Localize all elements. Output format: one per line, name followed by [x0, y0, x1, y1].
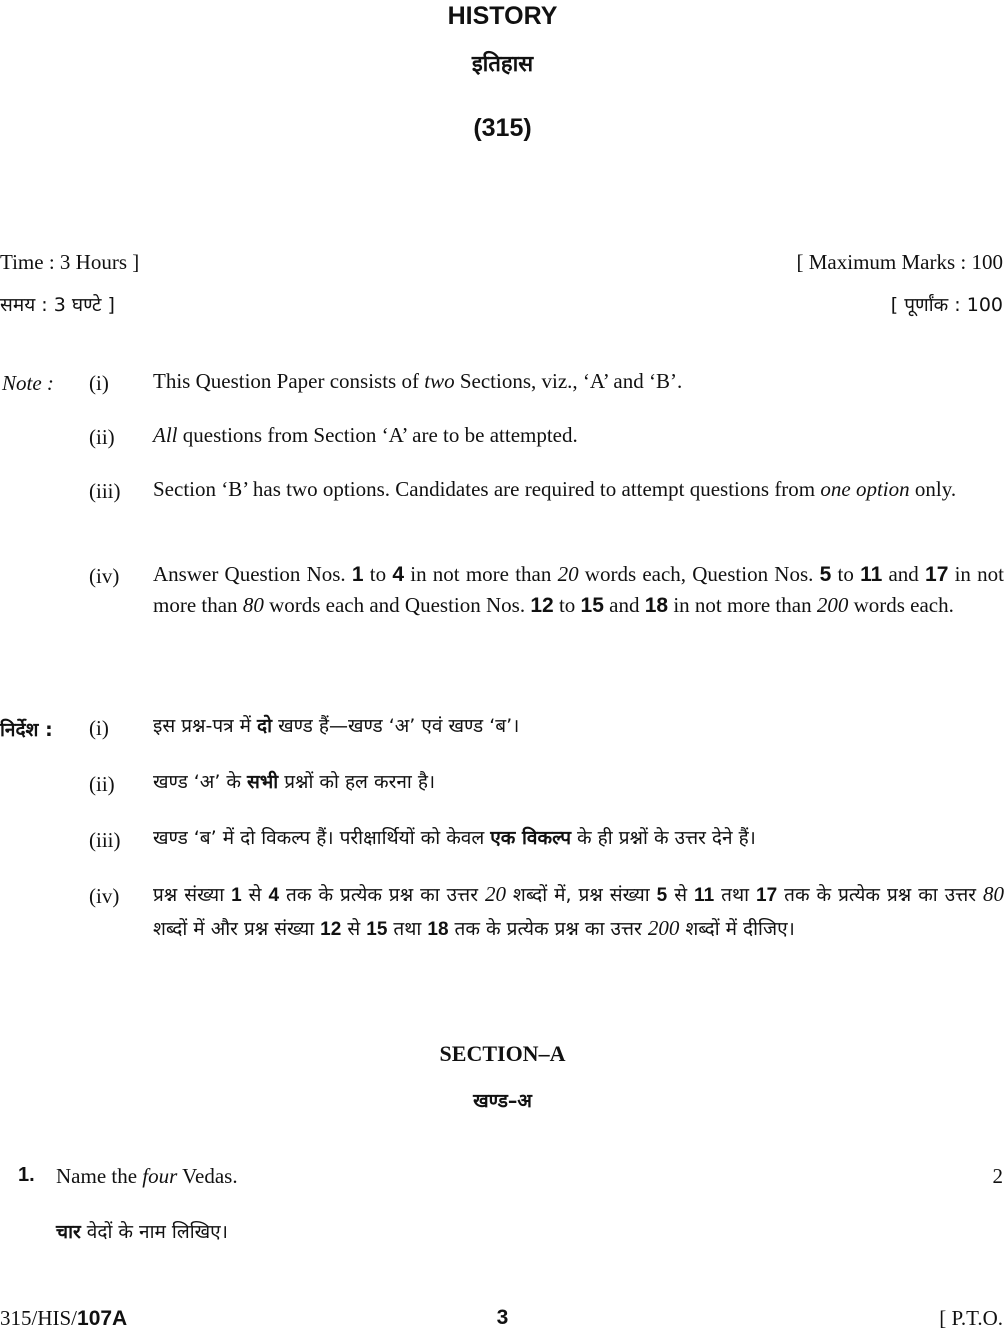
- paper-title: HISTORY: [447, 2, 558, 30]
- note-item-text: All questions from Section ‘A’ are to be attempted.: [153, 423, 578, 447]
- note-label: Note :: [2, 371, 54, 395]
- marks-english: [ Maximum Marks : 100: [796, 250, 1003, 274]
- question-number: 1.: [18, 1164, 35, 1186]
- note-item-text: खण्ड ‘अ’ के सभी प्रश्नों को हल करना है।: [153, 771, 436, 793]
- note-item-text: This Question Paper consists of two Sections, viz., ‘A’ and ‘B’.: [153, 369, 683, 393]
- paper-title-hindi: इतिहास: [471, 52, 534, 77]
- time-hindi: समय : 3 घण्टे ]: [0, 294, 115, 316]
- note-item-number: (i): [89, 371, 109, 395]
- note-item-number: (ii): [89, 772, 115, 796]
- question-text-hindi: चार वेदों के नाम लिखिए।: [56, 1221, 228, 1243]
- note-item-text: खण्ड ‘ब’ में दो विकल्प हैं। परीक्षार्थियों को केवल एक विकल्प के ही प्रश्नों के उत्तर देने हैं।: [153, 827, 756, 849]
- footer-code: 315/HIS/107A: [0, 1306, 128, 1330]
- note-item-number: (ii): [89, 425, 115, 449]
- note-item-text: प्रश्न संख्या 1 से 4 तक के प्रत्येक प्रश्न का उत्तर 20 शब्दों में, प्रश्न संख्या 5 से 11 तथा 17 तक के प्रत्येक प्रश्न का उत्तर 80 शब्दों में और प्रश्न संख्या 12 से 15 तथा 18 तक के प्रत्येक प्रश्न का उत्तर 200 शब्दों में दीजिए।: [153, 882, 1005, 940]
- paper-code: (315): [473, 114, 532, 142]
- section-title-hindi: खण्ड–अ: [473, 1090, 532, 1112]
- pto-label: [ P.T.O.: [939, 1306, 1003, 1330]
- page-number: 3: [496, 1306, 509, 1329]
- note-item-number: (i): [89, 716, 109, 740]
- note-item-text: इस प्रश्न-पत्र में दो खण्ड हैं—खण्ड ‘अ’ एवं खण्ड ‘ब’।: [153, 715, 520, 737]
- note-item-text: Answer Question Nos. 1 to 4 in not more than 20 words each, Question Nos. 5 to 11 and 17 in not more than 80 words each and Question Nos. 12 to 15 and 18 in not more than 200 words each.: [153, 562, 1004, 617]
- marks-hindi: [ पूर्णांक : 100: [890, 294, 1003, 316]
- note-label-hindi: निर्देश :: [0, 719, 53, 741]
- note-item-text: Section ‘B’ has two options. Candidates are required to attempt questions from one option only.: [153, 477, 957, 501]
- note-item-number: (iii): [89, 828, 121, 852]
- section-title: SECTION–A: [439, 1041, 566, 1066]
- note-item-number: (iii): [89, 479, 121, 503]
- question-marks: 2: [992, 1164, 1003, 1188]
- time-english: Time : 3 Hours ]: [0, 250, 140, 274]
- note-item-number: (iv): [89, 564, 120, 588]
- note-item-number: (iv): [89, 884, 120, 908]
- question-text: Name the four Vedas.: [56, 1164, 238, 1188]
